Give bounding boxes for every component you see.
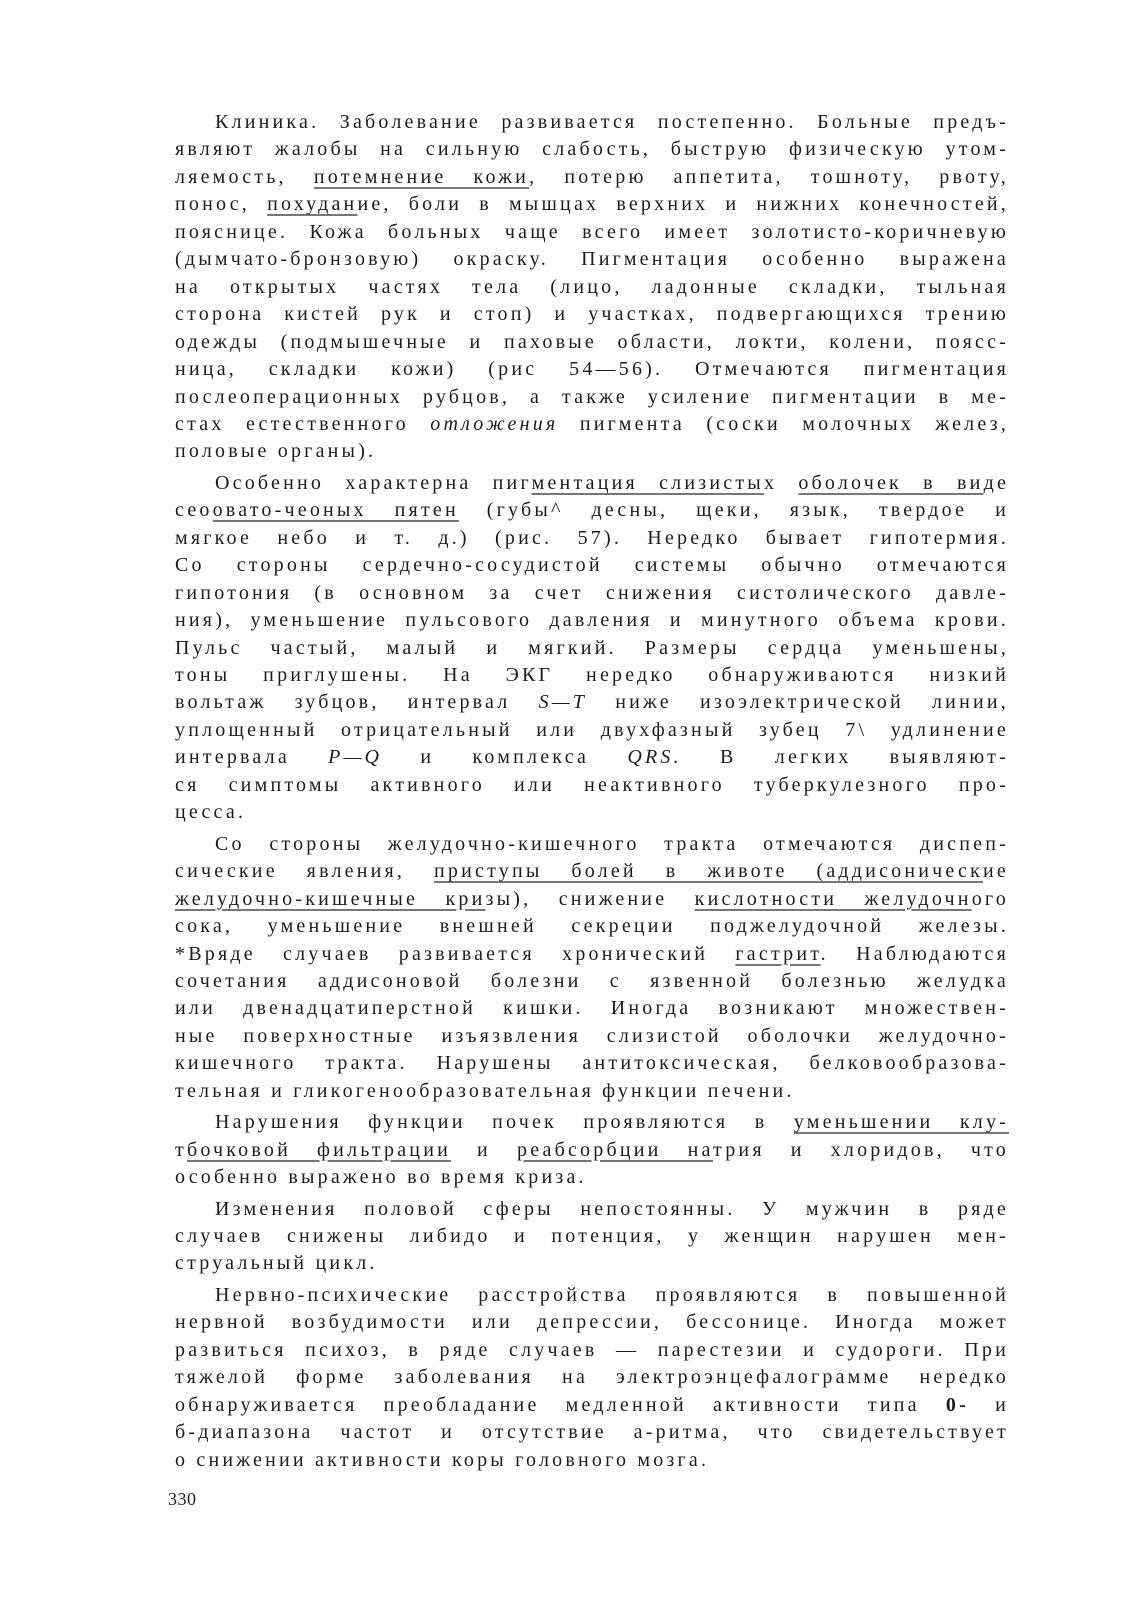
text-line bbox=[175, 1336, 1009, 1364]
text-line bbox=[175, 1391, 1009, 1419]
text-line bbox=[215, 1281, 1009, 1309]
text-run: ница, складки кожи) (рис 54—56). Отмечаются пигментация bbox=[175, 358, 1009, 381]
text-run: Со стороны сердечно-сосудистой системы обычно отмечаются bbox=[175, 554, 1009, 577]
underlined-text: оболочек в ви bbox=[798, 471, 984, 494]
underlined-text: ментация слизисты bbox=[531, 471, 764, 494]
text-run: зы), снижение bbox=[485, 887, 695, 910]
text-line bbox=[175, 1249, 1009, 1277]
underlined-text: приступы болей в животе (аддисоническ bbox=[433, 860, 983, 883]
text-line bbox=[175, 606, 1009, 634]
text-run: развиться психоз, в ряде случаев — парестезии и судороги. При bbox=[175, 1338, 1009, 1361]
text-run: ляемость, bbox=[175, 165, 314, 188]
text-run: о снижении активности коры головного мозга. bbox=[175, 1448, 710, 1471]
text-line bbox=[175, 771, 1009, 799]
underlined-text: желудочно-кишечные кри bbox=[175, 887, 486, 910]
text-run: особенно выражено во время криза. bbox=[175, 1166, 587, 1189]
text-run: Клиника. Заболевание развивается постепенно. Больные предъ- bbox=[215, 111, 1009, 133]
text-run: (дымчато-бронзовую) окраску. Пигментация особенно выражена bbox=[175, 248, 1009, 271]
underlined-text: кислотности желудочн bbox=[694, 887, 972, 910]
text-run: обнаруживается преобладание медленной активности типа bbox=[175, 1393, 946, 1416]
text-run: одежды (подмышечные и паховые области, локти, колени, поясс- bbox=[175, 330, 1009, 353]
text-run: Изменения половой сферы непостоянны. У мужчин в ряде bbox=[215, 1197, 1009, 1220]
text-line bbox=[175, 716, 1009, 744]
italic-text: P—Q bbox=[328, 746, 383, 769]
text-line bbox=[175, 496, 1009, 524]
text-run: сочетания аддисоновой болезни с язвенной болезнью желудка bbox=[175, 969, 1009, 992]
text-run: ого bbox=[971, 887, 1010, 910]
text-line bbox=[175, 743, 1009, 771]
text-run: послеоперационных рубцов, а также усиление пигментации в ме- bbox=[175, 385, 1009, 408]
text-run: гипотония (в основном за счет снижения систолического давле- bbox=[175, 581, 1009, 604]
text-line bbox=[175, 163, 1009, 191]
text-run: половые органы). bbox=[175, 440, 377, 463]
text-run: и bbox=[968, 1393, 1009, 1416]
text-run: Нарушения функции почек проявляются в bbox=[215, 1111, 794, 1134]
text-line bbox=[175, 1049, 1009, 1077]
text-run: сические явления, bbox=[175, 860, 434, 883]
italic-text: S—T bbox=[538, 691, 588, 714]
text-line bbox=[175, 579, 1009, 607]
text-line bbox=[175, 1363, 1009, 1391]
text-run: ния), уменьшение пульсового давления и минутного объема крови. bbox=[175, 609, 1009, 632]
text-run: или двенадцатиперстной кишки. Иногда возникают множествен- bbox=[175, 997, 1009, 1020]
text-run: ся симптомы активного или неактивного туберкулезного про- bbox=[175, 773, 1009, 796]
text-run: пояснице. Кожа больных чаще всего имеет золотисто-коричневую bbox=[175, 220, 1009, 243]
text-run: нервной возбудимости или депрессии, бессонице. Иногда может bbox=[175, 1311, 1009, 1334]
text-run: б-диапазона частот и отсутствие а-ритма, что свидетельствует bbox=[175, 1421, 1009, 1444]
text-line bbox=[175, 437, 1009, 465]
text-line bbox=[215, 1195, 1009, 1223]
text-run: ие bbox=[983, 860, 1009, 883]
text-run: на открытых частях тела (лицо, ладонные складки, тыльная bbox=[175, 275, 1009, 298]
text-run: Пульс частый, малый и мягкий. Размеры сердца уменьшены, bbox=[175, 636, 1009, 659]
text-run: ие, боли в мышцах верхних и нижних конечностей, bbox=[357, 193, 1010, 216]
text-run: ниже изоэлектрической линии, bbox=[587, 691, 1009, 714]
text-run: . Наблюдаются bbox=[820, 942, 1009, 965]
underlined-text: похудан bbox=[267, 193, 358, 216]
text-run: и bbox=[451, 1138, 517, 1161]
text-run: Нервно-психические расстройства проявляются в повышенной bbox=[215, 1283, 1009, 1306]
underlined-text: овато-чеоных пятен bbox=[212, 499, 459, 522]
text-run: мягкое небо и т. д.) (рис. 57). Нередко бывает гипотермия. bbox=[175, 526, 1009, 549]
text-line bbox=[175, 300, 1009, 328]
text-run: являют жалобы на сильную слабость, быструю физическую утом- bbox=[175, 138, 1009, 161]
text-line bbox=[175, 245, 1009, 273]
text-line bbox=[175, 410, 1009, 438]
text-run: , потерю аппетита, тошноту, рвоту, bbox=[529, 165, 1010, 188]
text-line bbox=[175, 273, 1009, 301]
text-line bbox=[175, 190, 1009, 218]
text-run: (губы^ десны, щеки, язык, твердое и bbox=[458, 499, 1009, 522]
underlined-text: бочковой фильтрации bbox=[186, 1138, 451, 1161]
text-line bbox=[175, 798, 1009, 826]
text-line bbox=[175, 634, 1009, 662]
text-line bbox=[175, 218, 1009, 246]
text-run: тяжелой форме заболевания на электроэнцефалограмме нередко bbox=[175, 1366, 1009, 1389]
text-line bbox=[175, 1418, 1009, 1446]
text-line bbox=[175, 1163, 1009, 1191]
text-run: понос, bbox=[175, 193, 268, 216]
text-run: де bbox=[983, 471, 1010, 494]
italic-text: QRS. bbox=[627, 746, 682, 769]
text-run: стах естественного bbox=[175, 412, 431, 435]
text-line bbox=[175, 1077, 1009, 1105]
underlined-text: реабсорбции на bbox=[517, 1138, 714, 1161]
text-line bbox=[175, 940, 1009, 968]
text-line bbox=[175, 912, 1009, 940]
text-line bbox=[175, 328, 1009, 356]
text-line bbox=[175, 383, 1009, 411]
underlined-text: гастрит bbox=[735, 942, 821, 965]
text-run: пигмента (соски молочных желез, bbox=[558, 412, 1009, 435]
text-run: интервала bbox=[175, 746, 329, 769]
text-run: тельная и гликогенообразовательная функции печени. bbox=[175, 1079, 795, 1102]
text-run: и комплекса bbox=[382, 746, 628, 769]
text-run: струальный цикл. bbox=[175, 1252, 378, 1275]
text-run: уплощенный отрицательный или двухфазный зубец 7\ удлинение bbox=[175, 718, 1009, 741]
text-run: Со стороны желудочно-кишечного тракта отмечаются диспеп- bbox=[215, 832, 1009, 855]
text-line bbox=[215, 1108, 1009, 1136]
text-run: сторона кистей рук и стоп) и участках, подвергающихся трению bbox=[175, 303, 1009, 326]
text-line bbox=[215, 108, 1009, 136]
text-run: В легких выявляют- bbox=[681, 746, 1009, 769]
text-line bbox=[175, 967, 1009, 995]
text-run: цесса. bbox=[175, 801, 247, 824]
text-run: тоны приглушены. На ЭКГ нередко обнаруживаются низкий bbox=[175, 664, 1009, 686]
text-run: Особенно характерна пиг bbox=[215, 471, 532, 494]
text-run: вольтаж зубцов, интервал bbox=[175, 691, 539, 714]
text-line bbox=[175, 1222, 1009, 1250]
text-run: т bbox=[175, 1138, 187, 1161]
text-run: трия и хлоридов, что bbox=[713, 1138, 1009, 1161]
text-line bbox=[175, 1446, 1009, 1474]
text-line bbox=[175, 994, 1009, 1022]
text-line bbox=[215, 469, 1009, 497]
text-line bbox=[175, 1022, 1009, 1050]
page-number: 330 bbox=[168, 1489, 197, 1509]
bold-text: 0- bbox=[945, 1393, 969, 1416]
text-run: х bbox=[763, 471, 799, 494]
italic-text: отложения bbox=[430, 412, 559, 435]
text-run: сока, уменьшение внешней секреции поджелудочной железы. bbox=[175, 915, 1009, 938]
text-line bbox=[175, 661, 1009, 689]
text-run: случаев снижены либидо и потенция, у женщин нарушен мен- bbox=[175, 1225, 1009, 1247]
text-line bbox=[175, 857, 1009, 885]
underlined-text: уменьшении клу- bbox=[793, 1111, 1009, 1134]
text-line bbox=[215, 830, 1009, 858]
text-line bbox=[175, 885, 1009, 913]
text-line bbox=[175, 1136, 1009, 1164]
text-run: *Вряде случаев развивается хронический bbox=[175, 942, 736, 965]
text-line bbox=[175, 524, 1009, 552]
text-line bbox=[175, 551, 1009, 579]
text-run: кишечного тракта. Нарушены антитоксическая, белковообразова- bbox=[175, 1052, 1009, 1075]
text-line bbox=[175, 355, 1009, 383]
underlined-text: потемнение кожи bbox=[313, 165, 530, 188]
text-run: ные поверхностные изъязвления слизистой оболочки желудочно- bbox=[175, 1024, 1009, 1047]
text-line bbox=[175, 1308, 1009, 1336]
text-line bbox=[175, 688, 1009, 716]
text-run: сео bbox=[175, 499, 213, 522]
text-line bbox=[175, 135, 1009, 163]
